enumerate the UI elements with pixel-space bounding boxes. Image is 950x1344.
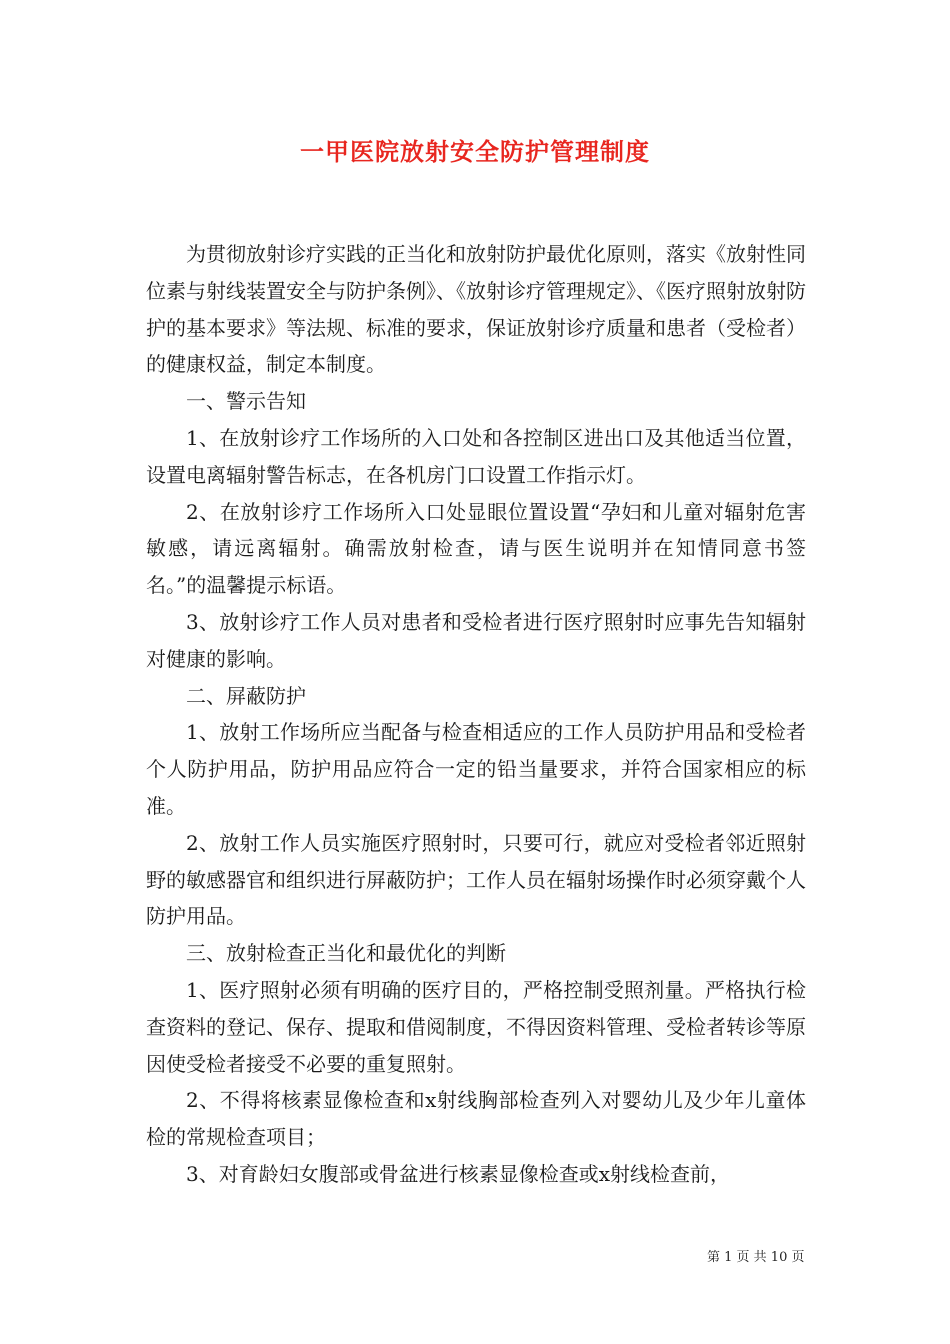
page-number: 第 1 页 共 10 页	[707, 1250, 805, 1265]
paragraph: 1、放射工作场所应当配备与检查相适应的工作人员防护用品和受检者个人防护用品，防护用品应符合一定的铅当量要求，并符合国家相应的标准。	[146, 720, 806, 818]
section-heading-justification: 三、放射检查正当化和最优化的判断	[186, 941, 506, 966]
document-title: 一甲医院放射安全防护管理制度	[300, 137, 650, 166]
document-body	[146, 236, 806, 1193]
paragraph: 2、在放射诊疗工作场所入口处显眼位置设置“孕妇和儿童对辐射危害敏感，请远离辐射。确需放射检查，请与医生说明并在知情同意书签名。”的温馨提示标语。	[146, 499, 806, 598]
paragraph-intro: 为贯彻放射诊疗实践的正当化和放射防护最优化原则，落实《放射性同位素与射线装置安全与防护条例》、《放射诊疗管理规定》、《医疗照射放射防护的基本要求》等法规、标准的要求，保证放射诊疗质量和患者（受检者）的健康权益，制定本制度。	[146, 242, 806, 377]
paragraph: 2、放射工作人员实施医疗照射时，只要可行，就应对受检者邻近照射野的敏感器官和组织进行屏蔽防护；工作人员在辐射场操作时必须穿戴个人防护用品。	[146, 830, 806, 929]
paragraph: 3、对育龄妇女腹部或骨盆进行核素显像检查或x射线检查前，	[186, 1161, 731, 1186]
section-heading-shielding: 二、屏蔽防护	[186, 683, 306, 708]
paragraph: 1、医疗照射必须有明确的医疗目的，严格控制受照剂量。严格执行检查资料的登记、保存、提取和借阅制度，不得因资料管理、受检者转诊等原因使受检者接受不必要的重复照射。	[146, 977, 806, 1076]
paragraph: 3、放射诊疗工作人员对患者和受检者进行医疗照射时应事先告知辐射对健康的影响。	[146, 609, 806, 671]
paragraph: 2、不得将核素显像检查和x射线胸部检查列入对婴幼儿及少年儿童体检的常规检查项目；	[146, 1088, 806, 1150]
section-heading-warning: 一、警示告知	[186, 389, 306, 414]
paragraph: 1、在放射诊疗工作场所的入口处和各控制区进出口及其他适当位置，设置电离辐射警告标志，在各机房门口设置工作指示灯。	[146, 425, 806, 487]
